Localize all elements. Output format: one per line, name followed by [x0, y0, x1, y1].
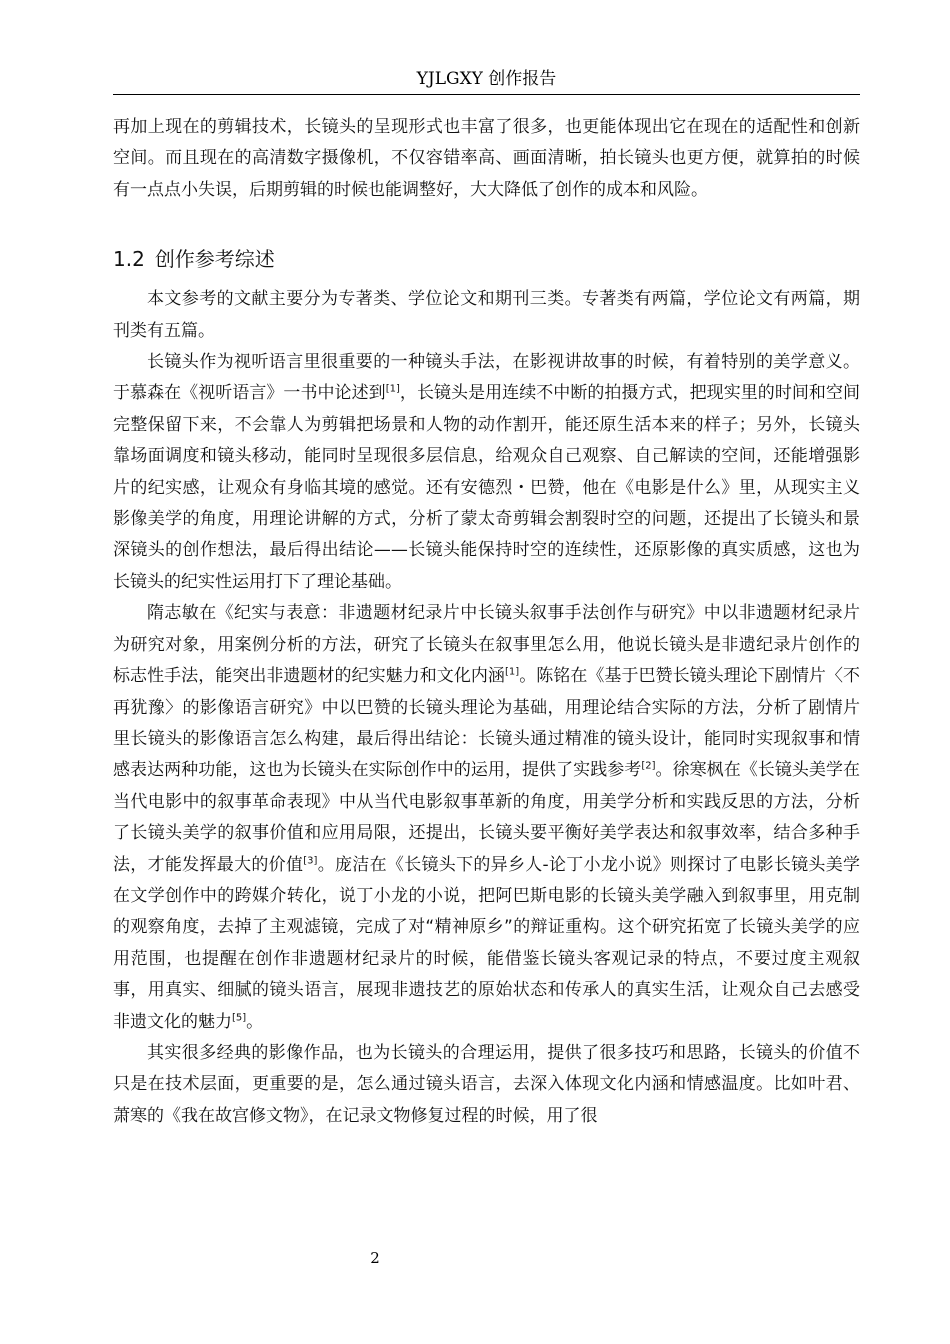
citation-ref: [5]	[232, 1011, 247, 1023]
paragraph-text: 。	[246, 1011, 264, 1032]
paragraph-long-take-theory	[113, 347, 860, 598]
intro-paragraph: 再加上现在的剪辑技术，长镜头的呈现形式也丰富了很多，也更能体现出它在现在的适配性和创新空间。而且现在的高清数字摄像机，不仅容错率高、画面清晰，拍长镜头也更方便，就算拍的时候有一点点小失误，后期剪辑的时候也能调整好，大大降低了创作的成本和风险。	[113, 117, 860, 200]
paragraph-references-overview: 本文参考的文献主要分为专著类、学位论文和期刊三类。专著类有两篇，学位论文有两篇，期刊类有五篇。	[113, 289, 860, 341]
citation-ref: [1]	[385, 383, 400, 395]
paragraph-classic-works: 其实很多经典的影像作品，也为长镜头的合理运用，提供了很多技巧和思路，长镜头的价值不只是在技术层面，更重要的是，怎么通过镜头语言，去深入体现文化内涵和情感温度。比如叶君、萧寒的《我在故宫修文物》，在记录文物修复过程的时候，用了很	[113, 1042, 860, 1126]
paragraph-text: 。徐寒枫在《长镜头美学在当代电影中的叙事革命表现》中从当代电影叙事革新的角度，用美学分析和实践反思的方法，分析了长镜头美学的叙事价值和应用局限，还提出，长镜头要平衡好美学表达和叙事效率，结合多种手法，才能发挥最大的价值	[113, 760, 861, 875]
section-number: 1.2	[113, 247, 145, 272]
citation-ref: [3]	[303, 854, 318, 866]
body-content	[113, 112, 860, 1132]
paragraph-text: 隋志敏在《纪实与表意：非遗题材纪录片中长镜头叙事手法创作与研究》中以非遗题材纪录片为研究对象，用案例分析的方法，研究了长镜头在叙事里怎么用，他说长镜头是非遗纪录片创作的标志性手法，能突出非遗题材的纪实魅力和文化内涵	[113, 603, 860, 687]
section-title: 创作参考综述	[154, 247, 275, 272]
paragraph-text: 。陈铭在《基于巴赞长镜头理论下剧情片〈不再犹豫〉的影像语言研究》中以巴赞的长镜头理论为基础，用理论结合实际的方法，分析了剧情片里长镜头的影像语言怎么构建，最后得出结论：长镜头通过精准的镜头设计，能同时实现叙事和情感表达两种功能，这也为长镜头在实际创作中的运用，提供了实践参考	[113, 666, 861, 781]
paragraph-text: 长镜头作为视听语言里很重要的一种镜头手法，在影视讲故事的时候，有着特别的美学意义。于慕森在《视听语言》一书中论述到	[113, 352, 860, 404]
citation-ref: [2]	[641, 760, 656, 772]
paragraph-text: 。庞洁在《长镜头下的异乡人-论丁小龙小说》则探讨了电影长镜头美学在文学创作中的跨媒介转化，说丁小龙的小说，把阿巴斯电影的长镜头美学融入到叙事里，用克制的观察角度，去掉了主观滤镜，完成了对“精神原乡”的辩证重构。这个研究拓宽了长镜头美学的应用范围，也提醒在创作非遗题材纪录片的时候，能借鉴长镜头客观记录的特点，不要过度主观叙事，用真实、细腻的镜头语言，展现非遗技艺的原始状态和传承人的真实生活，让观众自己去感受非遗文化的魅力	[113, 854, 860, 1032]
running-header	[113, 60, 860, 95]
citation-ref: [1]	[504, 666, 520, 678]
page-number: 2	[370, 1249, 380, 1267]
paragraph-literature-review	[113, 598, 860, 1038]
header-title: YJLGXY 创作报告	[416, 69, 557, 89]
page-footer	[0, 1249, 950, 1267]
paragraph-text: ，长镜头是用连续不中断的拍摄方式，把现实里的时间和空间完整保留下来，不会靠人为剪辑把场景和人物的动作割开，能还原生活本来的样子；另外，长镜头靠场面调度和镜头移动，能同时呈现很多层信息，给观众自己观察、自己解读的空间，还能增强影片的纪实感，让观众有身临其境的感觉。还有安德烈・巴赞，他在《电影是什么》里，从现实主义影像美学的角度，用理论讲解的方式，分析了蒙太奇剪辑会割裂时空的问题，还提出了长镜头和景深镜头的创作想法，最后得出结论——长镜头能保持时空的连续性，还原影像的真实质感，这也为长镜头的纪实性运用打下了理论基础。	[113, 383, 861, 592]
section-heading	[113, 244, 860, 274]
